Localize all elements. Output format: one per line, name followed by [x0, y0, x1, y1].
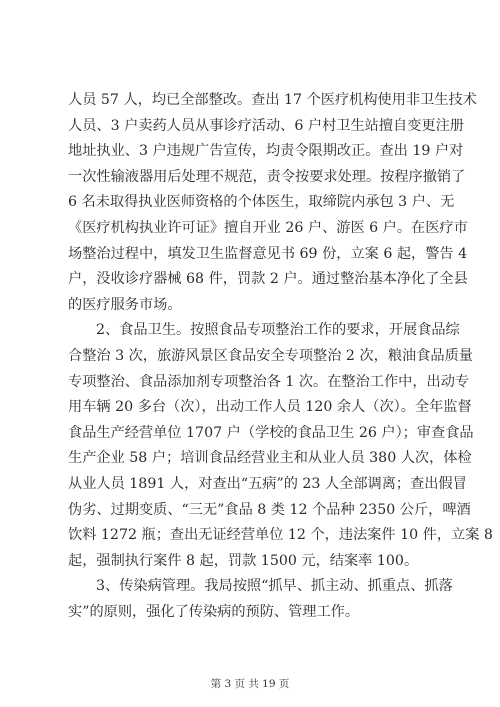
text-line: 《医疗机构执业许可证》擅自开业 26 户、游医 6 户。在医疗市: [68, 219, 468, 236]
text-line: 实”的原则，强化了传染病的预防、管理工作。: [68, 603, 360, 620]
paragraph-food-hygiene: [68, 318, 493, 574]
text-line: 饮料 1272 瓶；查出无证经营单位 12 个，违法案件 10 件，立案 8: [68, 527, 493, 544]
paragraph-medical-market: [68, 88, 477, 318]
text-line: 人员、3 户卖药人员从事诊疗活动、6 户村卫生站擅自变更注册: [68, 117, 464, 134]
text-line: 场整治过程中，填发卫生监督意见书 69 份，立案 6 起，警告 4: [68, 245, 468, 262]
text-line: 的医疗服务市场。: [68, 296, 182, 313]
text-line: 人员 57 人，均已全部整改。查出 17 个医疗机构使用非卫生技术: [68, 92, 477, 108]
text-line: 用车辆 20 多台（次），出动工作人员 120 余人（次）。全年监督: [68, 399, 472, 416]
text-line: 起，强制执行案件 8 起，罚款 1500 元，结案率 100。: [68, 552, 419, 569]
paragraph-infectious-disease: [68, 574, 453, 625]
page-footer: 第 3 页 共 19 页: [210, 678, 290, 690]
text-line: 食品生产经营单位 1707 户（学校的食品卫生 26 户）；审查食品: [68, 424, 474, 441]
body-text: [68, 88, 493, 625]
text-line: 专项整治、食品添加剂专项整治各 1 次。在整治工作中，出动专: [68, 373, 470, 390]
text-line: 从业人员 1891 人，对查出“五病”的 23 人全部调离；查出假冒: [68, 475, 467, 492]
text-line: 6 名未取得执业医师资格的个体医生，取缔院内承包 3 户、无: [68, 194, 455, 211]
text-line: 户，没收诊疗器械 68 件，罚款 2 户。通过整治基本净化了全县: [68, 271, 468, 288]
text-line: 一次性输液器用后处理不规范，责令按要求处理。按程序撤销了: [68, 168, 466, 185]
text-line: 伪劣、过期变质、“三无”食品 8 类 12 个品种 2350 公斤，啤酒: [68, 501, 471, 518]
text-line: 3、传染病管理。我局按照“抓早、抓主动、抓重点、抓落: [96, 578, 453, 595]
text-line: 合整治 3 次，旅游风景区食品安全专项整治 2 次，粮油食品质量: [68, 347, 473, 364]
text-line: 地址执业、3 户违规广告宣传，均责令限期改正。查出 19 户对: [68, 143, 464, 160]
text-line: 2、食品卫生。按照食品专项整治工作的要求，开展食品综: [96, 322, 460, 339]
text-line: 生产企业 58 户；培训食品经营业主和从业人员 380 人次，体检: [68, 450, 472, 467]
